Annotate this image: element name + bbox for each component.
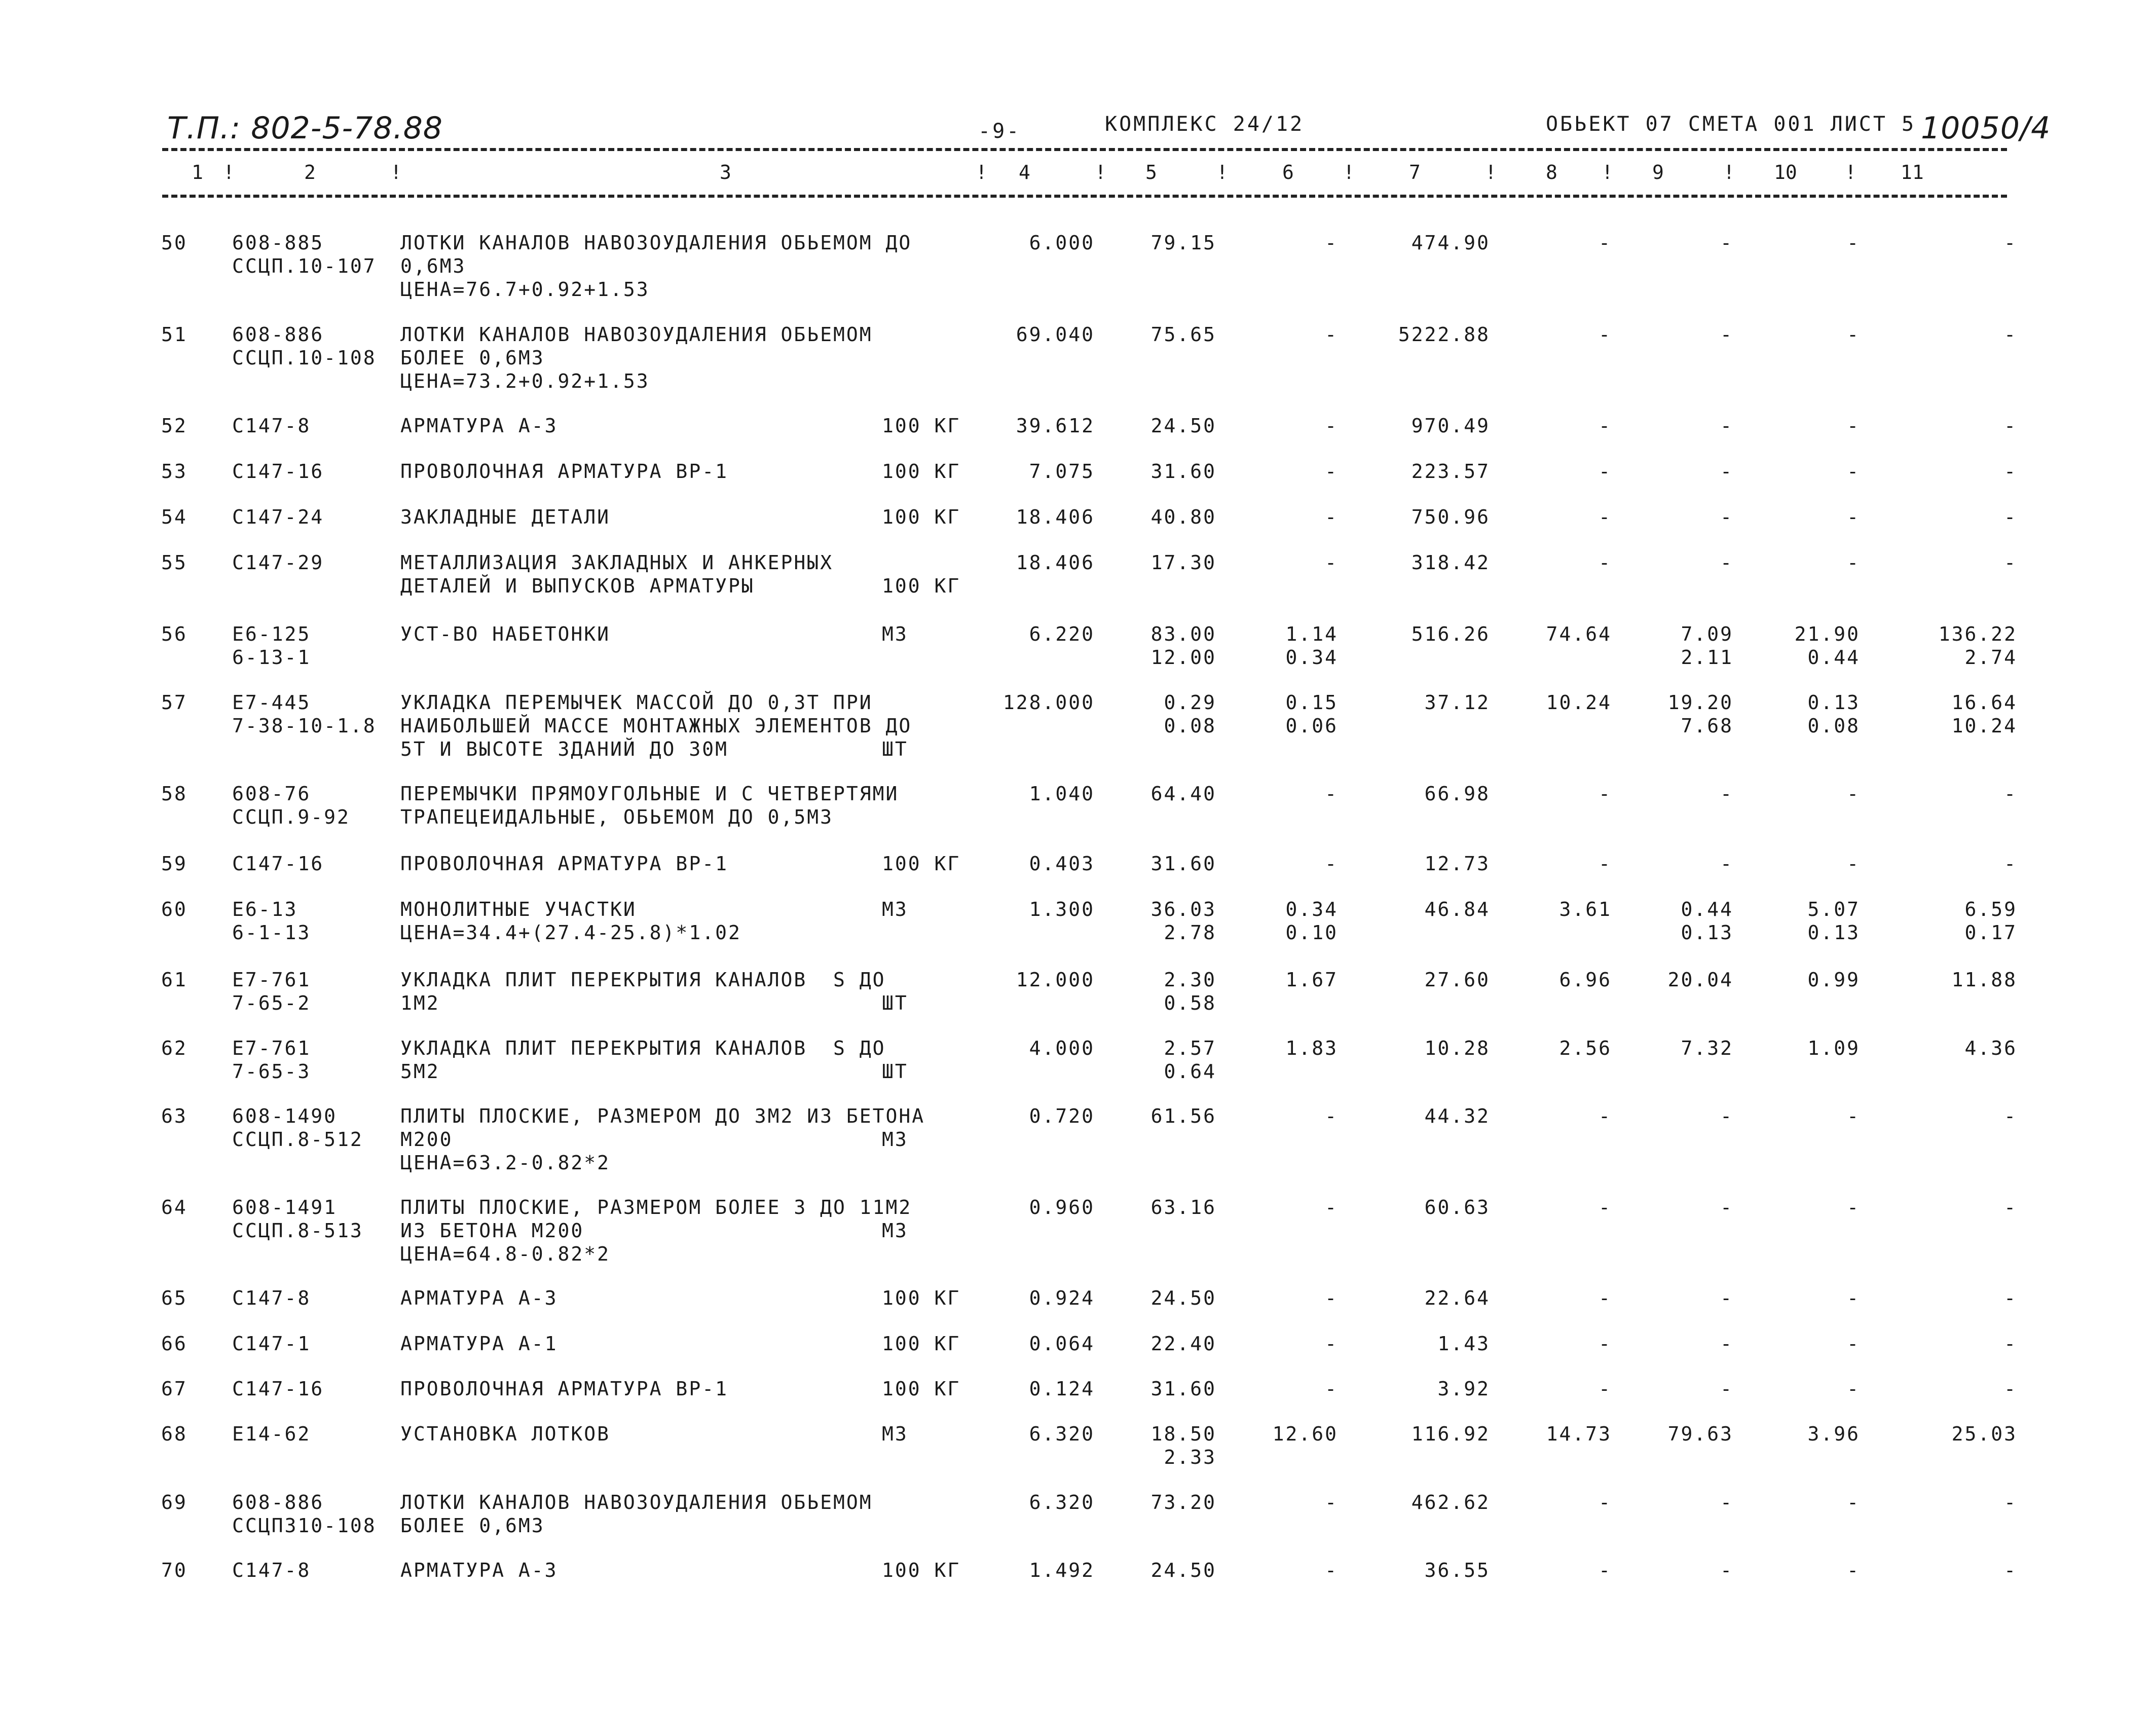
row-code: 608-1490 ССЦП.8-512 <box>232 1105 363 1151</box>
row-col-10: - <box>1847 506 1860 528</box>
row-col-11: - <box>2004 415 2017 437</box>
row-col-9: - <box>1720 1378 1733 1400</box>
header-rule-bottom <box>162 195 2007 198</box>
row-col-11: 6.59 0.17 <box>1964 898 2017 944</box>
row-unit: 100 КГ <box>882 1378 961 1400</box>
row-number: 66 <box>161 1333 188 1355</box>
row-code: Е6-125 6-13-1 <box>232 623 311 669</box>
row-col-7: 1.43 <box>1437 1333 1490 1355</box>
row-col-11: - <box>2004 1105 2017 1127</box>
row-col-4: 39.612 <box>1016 415 1095 437</box>
row-col-7: 44.32 <box>1424 1105 1490 1127</box>
row-col-5: 79.15 <box>1150 232 1216 254</box>
row-col-5: 17.30 <box>1150 551 1216 574</box>
row-col-11: 16.64 10.24 <box>1951 691 2017 737</box>
row-col-4: 18.406 <box>1016 551 1095 574</box>
row-col-7: 462.62 <box>1411 1491 1490 1513</box>
handwritten-stamp: 10050/4 <box>1921 110 2051 146</box>
row-col-8: - <box>1599 1491 1612 1513</box>
row-code: С147-8 <box>232 1559 311 1581</box>
row-col-11: - <box>2004 1559 2017 1581</box>
row-col-10: 21.90 0.44 <box>1794 623 1860 669</box>
row-code: С147-1 <box>232 1333 311 1355</box>
row-col-9: - <box>1720 1105 1733 1127</box>
row-code: С147-16 <box>232 1378 324 1400</box>
row-description: ЛОТКИ КАНАЛОВ НАВОЗОУДАЛЕНИЯ ОБЬЕМОМ ДО 0,6М3 ЦЕНА=76.7+0.92+1.53 <box>400 232 912 301</box>
row-col-10: - <box>1847 551 1860 574</box>
row-col-4: 6.000 <box>1029 232 1095 254</box>
column-header-row: 1 2 3 4 5 6 7 8 9 10 11 ! ! ! ! ! ! ! ! ! ! <box>192 161 1924 183</box>
col-header-2: 2 <box>304 161 316 183</box>
row-col-9: - <box>1720 415 1733 437</box>
row-col-9: - <box>1720 460 1733 483</box>
row-code: С147-8 <box>232 415 311 437</box>
row-col-8: - <box>1599 1196 1612 1218</box>
row-col-4: 0.924 <box>1029 1287 1095 1309</box>
row-unit: 100 КГ <box>882 1287 961 1309</box>
row-col-10: - <box>1847 1196 1860 1218</box>
row-col-7: 22.64 <box>1424 1287 1490 1309</box>
row-col-6: - <box>1325 1559 1338 1581</box>
row-number: 54 <box>161 506 188 528</box>
row-col-5: 22.40 <box>1150 1333 1216 1355</box>
row-col-5: 2.30 0.58 <box>1164 969 1216 1014</box>
row-col-6: - <box>1325 415 1338 437</box>
row-col-7: 516.26 <box>1411 623 1490 645</box>
row-col-7: 12.73 <box>1424 853 1490 875</box>
row-col-4: 4.000 <box>1029 1037 1095 1059</box>
row-col-4: 1.040 <box>1029 783 1095 805</box>
row-unit: ШТ <box>882 992 908 1014</box>
row-col-4: 12.000 <box>1016 969 1095 991</box>
row-col-9: 19.20 7.68 <box>1667 691 1733 737</box>
row-col-5: 36.03 2.78 <box>1150 898 1216 944</box>
row-col-4: 1.300 <box>1029 898 1095 920</box>
row-unit: 100 КГ <box>882 853 961 875</box>
project-number: Т.П.: 802-5-78.88 <box>167 110 443 146</box>
row-col-10: - <box>1847 460 1860 483</box>
row-description: АРМАТУРА А-3 <box>400 1287 558 1309</box>
row-col-6: - <box>1325 1378 1338 1400</box>
row-number: 68 <box>161 1423 188 1445</box>
row-col-8: - <box>1599 415 1612 437</box>
row-code: С147-29 <box>232 551 324 574</box>
row-col-11: - <box>2004 460 2017 483</box>
row-col-8: - <box>1599 506 1612 528</box>
row-col-6: 1.67 <box>1285 969 1338 991</box>
row-col-8: - <box>1599 551 1612 574</box>
col-header-10: 10 <box>1774 161 1797 183</box>
row-col-6: 0.15 0.06 <box>1285 691 1338 737</box>
col-header-11: 11 <box>1901 161 1924 183</box>
row-col-5: 73.20 <box>1150 1491 1216 1513</box>
row-col-8: - <box>1599 783 1612 805</box>
header-rule-top <box>162 148 2007 151</box>
object-label: ОБЬЕКТ 07 СМЕТА 001 ЛИСТ 5 <box>1546 113 1916 136</box>
row-col-5: 24.50 <box>1150 1559 1216 1581</box>
row-col-11: 25.03 <box>1951 1423 2017 1445</box>
row-col-9: - <box>1720 1287 1733 1309</box>
row-col-8: 14.73 <box>1546 1423 1612 1445</box>
row-col-9: - <box>1720 1196 1733 1218</box>
col-header-1: 1 <box>192 161 203 183</box>
row-unit: 100 КГ <box>882 1333 961 1355</box>
row-unit: М3 <box>882 1220 908 1242</box>
row-description: ПРОВОЛОЧНАЯ АРМАТУРА ВР-1 <box>400 1378 728 1400</box>
row-col-11: - <box>2004 1378 2017 1400</box>
row-col-4: 6.220 <box>1029 623 1095 645</box>
row-col-4: 1.492 <box>1029 1559 1095 1581</box>
row-col-8: 3.61 <box>1559 898 1612 920</box>
row-col-10: - <box>1847 1333 1860 1355</box>
row-col-7: 66.98 <box>1424 783 1490 805</box>
row-col-6: - <box>1325 1333 1338 1355</box>
row-description: АРМАТУРА А-1 <box>400 1333 558 1355</box>
row-col-8: 6.96 <box>1559 969 1612 991</box>
row-description: АРМАТУРА А-3 <box>400 1559 558 1581</box>
row-col-5: 0.29 0.08 <box>1164 691 1216 737</box>
row-code: С147-16 <box>232 460 324 483</box>
row-number: 52 <box>161 415 188 437</box>
row-col-11: - <box>2004 323 2017 346</box>
row-col-4: 0.403 <box>1029 853 1095 875</box>
row-col-9: - <box>1720 853 1733 875</box>
row-col-8: - <box>1599 460 1612 483</box>
row-col-6: - <box>1325 1491 1338 1513</box>
row-code: Е6-13 6-1-13 <box>232 898 311 944</box>
row-col-11: - <box>2004 506 2017 528</box>
row-col-8: - <box>1599 1559 1612 1581</box>
row-col-8: - <box>1599 323 1612 346</box>
col-header-7: 7 <box>1409 161 1421 183</box>
row-col-7: 37.12 <box>1424 691 1490 714</box>
row-col-11: - <box>2004 1196 2017 1218</box>
row-col-9: - <box>1720 1333 1733 1355</box>
row-col-9: - <box>1720 783 1733 805</box>
row-col-7: 46.84 <box>1424 898 1490 920</box>
row-col-6: - <box>1325 853 1338 875</box>
col-header-6: 6 <box>1282 161 1294 183</box>
row-number: 62 <box>161 1037 188 1059</box>
row-col-10: 5.07 0.13 <box>1807 898 1860 944</box>
row-col-9: 7.09 2.11 <box>1681 623 1733 669</box>
row-code: Е14-62 <box>232 1423 311 1445</box>
row-col-11: - <box>2004 1333 2017 1355</box>
col-header-4: 4 <box>1019 161 1030 183</box>
row-description: ЛОТКИ КАНАЛОВ НАВОЗОУДАЛЕНИЯ ОБЬЕМОМ БОЛЕЕ 0,6М3 <box>400 1491 873 1537</box>
row-description: УКЛАДКА ПЛИТ ПЕРЕКРЫТИЯ КАНАЛОВ S ДО 5М2 <box>400 1037 886 1083</box>
row-description: УКЛАДКА ПЛИТ ПЕРЕКРЫТИЯ КАНАЛОВ S ДО 1М2 <box>400 969 886 1014</box>
row-number: 61 <box>161 969 188 991</box>
row-col-7: 36.55 <box>1424 1559 1490 1581</box>
row-col-6: 12.60 <box>1272 1423 1338 1445</box>
row-col-10: 3.96 <box>1807 1423 1860 1445</box>
row-col-4: 128.000 <box>1002 691 1095 714</box>
row-unit: М3 <box>882 1423 908 1445</box>
row-unit: ШТ <box>882 1060 908 1083</box>
row-col-11: 4.36 <box>1964 1037 2017 1059</box>
row-col-9: 7.32 <box>1681 1037 1733 1059</box>
row-code: 608-885 ССЦП.10-107 <box>232 232 377 277</box>
row-col-9: - <box>1720 323 1733 346</box>
row-number: 51 <box>161 323 188 346</box>
row-col-5: 31.60 <box>1150 853 1216 875</box>
row-col-9: 79.63 <box>1667 1423 1733 1445</box>
row-col-10: - <box>1847 1287 1860 1309</box>
row-description: УСТ-ВО НАБЕТОНКИ <box>400 623 611 645</box>
row-description: ПРОВОЛОЧНАЯ АРМАТУРА ВР-1 <box>400 853 728 875</box>
row-col-5: 64.40 <box>1150 783 1216 805</box>
row-number: 53 <box>161 460 188 483</box>
row-unit: М3 <box>882 1128 908 1151</box>
row-col-10: - <box>1847 1559 1860 1581</box>
row-unit: 100 КГ <box>882 460 961 483</box>
row-description: ПРОВОЛОЧНАЯ АРМАТУРА ВР-1 <box>400 460 728 483</box>
row-description: МОНОЛИТНЫЕ УЧАСТКИ ЦЕНА=34.4+(27.4-25.8)*1.02 <box>400 898 741 944</box>
row-col-4: 0.720 <box>1029 1105 1095 1127</box>
row-col-10: - <box>1847 1378 1860 1400</box>
row-number: 59 <box>161 853 188 875</box>
row-col-5: 24.50 <box>1150 1287 1216 1309</box>
row-col-7: 5222.88 <box>1398 323 1490 346</box>
row-col-9: - <box>1720 1491 1733 1513</box>
row-col-5: 75.65 <box>1150 323 1216 346</box>
row-number: 64 <box>161 1196 188 1218</box>
row-number: 57 <box>161 691 188 714</box>
row-col-10: - <box>1847 1105 1860 1127</box>
row-col-8: - <box>1599 232 1612 254</box>
row-col-7: 970.49 <box>1411 415 1490 437</box>
row-col-4: 69.040 <box>1016 323 1095 346</box>
row-number: 70 <box>161 1559 188 1581</box>
row-col-11: - <box>2004 232 2017 254</box>
col-header-5: 5 <box>1145 161 1157 183</box>
row-number: 69 <box>161 1491 188 1513</box>
row-col-6: - <box>1325 1105 1338 1127</box>
row-col-8: - <box>1599 1287 1612 1309</box>
row-description: ПЛИТЫ ПЛОСКИЕ, РАЗМЕРОМ ДО 3М2 ИЗ БЕТОНА М200 ЦЕНА=63.2-0.82*2 <box>400 1105 925 1174</box>
row-col-7: 10.28 <box>1424 1037 1490 1059</box>
row-col-5: 24.50 <box>1150 415 1216 437</box>
row-col-4: 18.406 <box>1016 506 1095 528</box>
row-number: 58 <box>161 783 188 805</box>
row-col-9: - <box>1720 506 1733 528</box>
row-code: С147-24 <box>232 506 324 528</box>
row-unit: М3 <box>882 623 908 645</box>
row-col-11: - <box>2004 1287 2017 1309</box>
row-col-7: 116.92 <box>1411 1423 1490 1445</box>
row-col-11: - <box>2004 551 2017 574</box>
row-col-6: - <box>1325 232 1338 254</box>
row-col-6: - <box>1325 323 1338 346</box>
row-col-8: - <box>1599 1333 1612 1355</box>
row-unit: 100 КГ <box>882 1559 961 1581</box>
row-col-5: 83.00 12.00 <box>1150 623 1216 669</box>
row-col-11: - <box>2004 783 2017 805</box>
row-col-7: 60.63 <box>1424 1196 1490 1218</box>
row-number: 56 <box>161 623 188 645</box>
row-col-10: - <box>1847 323 1860 346</box>
row-col-7: 27.60 <box>1424 969 1490 991</box>
row-description: ЛОТКИ КАНАЛОВ НАВОЗОУДАЛЕНИЯ ОБЬЕМОМ БОЛЕЕ 0,6М3 ЦЕНА=73.2+0.92+1.53 <box>400 323 873 392</box>
row-col-10: - <box>1847 1491 1860 1513</box>
row-col-9: - <box>1720 232 1733 254</box>
row-col-5: 2.57 0.64 <box>1164 1037 1216 1083</box>
row-number: 67 <box>161 1378 188 1400</box>
row-code: Е7-761 7-65-3 <box>232 1037 311 1083</box>
row-col-9: 20.04 <box>1667 969 1733 991</box>
row-col-6: 1.83 <box>1285 1037 1338 1059</box>
row-col-6: - <box>1325 551 1338 574</box>
row-col-9: - <box>1720 1559 1733 1581</box>
row-unit: 100 КГ <box>882 415 961 437</box>
row-description: МЕТАЛЛИЗАЦИЯ ЗАКЛАДНЫХ И АНКЕРНЫХ ДЕТАЛЕЙ И ВЫПУСКОВ АРМАТУРЫ <box>400 551 833 597</box>
row-description: АРМАТУРА А-3 <box>400 415 558 437</box>
row-unit: М3 <box>882 898 908 920</box>
row-col-4: 6.320 <box>1029 1491 1095 1513</box>
row-description: ЗАКЛАДНЫЕ ДЕТАЛИ <box>400 506 611 528</box>
row-col-10: 1.09 <box>1807 1037 1860 1059</box>
row-col-6: 1.14 0.34 <box>1285 623 1338 669</box>
row-col-11: - <box>2004 1491 2017 1513</box>
row-code: С147-16 <box>232 853 324 875</box>
row-col-8: 2.56 <box>1559 1037 1612 1059</box>
row-col-11: 11.88 <box>1951 969 2017 991</box>
row-col-6: - <box>1325 460 1338 483</box>
row-col-6: - <box>1325 506 1338 528</box>
row-code: 608-1491 ССЦП.8-513 <box>232 1196 363 1242</box>
row-col-4: 6.320 <box>1029 1423 1095 1445</box>
row-col-8: 10.24 <box>1546 691 1612 714</box>
row-col-7: 750.96 <box>1411 506 1490 528</box>
row-number: 63 <box>161 1105 188 1127</box>
row-code: 608-886 ССЦП310-108 <box>232 1491 377 1537</box>
row-col-4: 0.124 <box>1029 1378 1095 1400</box>
row-col-10: - <box>1847 783 1860 805</box>
row-number: 50 <box>161 232 188 254</box>
row-col-7: 318.42 <box>1411 551 1490 574</box>
page-number: -9- <box>978 120 1021 143</box>
row-col-6: - <box>1325 783 1338 805</box>
row-col-4: 0.960 <box>1029 1196 1095 1218</box>
row-col-4: 0.064 <box>1029 1333 1095 1355</box>
col-header-3: 3 <box>720 161 731 183</box>
row-col-5: 31.60 <box>1150 460 1216 483</box>
col-header-8: 8 <box>1546 161 1557 183</box>
row-unit: 100 КГ <box>882 506 961 528</box>
row-number: 60 <box>161 898 188 920</box>
row-col-9: 0.44 0.13 <box>1681 898 1733 944</box>
row-col-10: 0.13 0.08 <box>1807 691 1860 737</box>
row-col-6: 0.34 0.10 <box>1285 898 1338 944</box>
row-number: 65 <box>161 1287 188 1309</box>
row-col-11: - <box>2004 853 2017 875</box>
row-col-10: - <box>1847 415 1860 437</box>
row-code: С147-8 <box>232 1287 311 1309</box>
col-header-9: 9 <box>1652 161 1664 183</box>
row-col-7: 223.57 <box>1411 460 1490 483</box>
row-col-5: 40.80 <box>1150 506 1216 528</box>
row-col-6: - <box>1325 1287 1338 1309</box>
row-col-8: - <box>1599 1378 1612 1400</box>
row-code: 608-886 ССЦП.10-108 <box>232 323 377 369</box>
row-col-10: - <box>1847 232 1860 254</box>
row-col-6: - <box>1325 1196 1338 1218</box>
row-description: УСТАНОВКА ЛОТКОВ <box>400 1423 611 1445</box>
row-col-5: 61.56 <box>1150 1105 1216 1127</box>
row-col-10: 0.99 <box>1807 969 1860 991</box>
row-col-5: 18.50 2.33 <box>1150 1423 1216 1468</box>
row-col-10: - <box>1847 853 1860 875</box>
row-col-7: 3.92 <box>1437 1378 1490 1400</box>
row-col-11: 136.22 2.74 <box>1938 623 2017 669</box>
row-col-5: 31.60 <box>1150 1378 1216 1400</box>
row-col-4: 7.075 <box>1029 460 1095 483</box>
row-unit: 100 КГ <box>882 575 961 597</box>
row-col-9: - <box>1720 551 1733 574</box>
row-unit: ШТ <box>882 738 908 760</box>
row-description: УКЛАДКА ПЕРЕМЫЧЕК МАССОЙ ДО 0,3Т ПРИ НАИБОЛЬШЕЙ МАССЕ МОНТАЖНЫХ ЭЛЕМЕНТОВ ДО 5Т И ВЫСОТЕ ЗДАНИЙ ДО 30М <box>400 691 912 760</box>
row-number: 55 <box>161 551 188 574</box>
row-description: ПЕРЕМЫЧКИ ПРЯМОУГОЛЬНЫЕ И С ЧЕТВЕРТЯМИ ТРАПЕЦЕИДАЛЬНЫЕ, ОБЬЕМОМ ДО 0,5М3 <box>400 783 899 828</box>
row-description: ПЛИТЫ ПЛОСКИЕ, РАЗМЕРОМ БОЛЕЕ 3 ДО 11М2 ИЗ БЕТОНА М200 ЦЕНА=64.8-0.82*2 <box>400 1196 912 1265</box>
row-code: 608-76 ССЦП.9-92 <box>232 783 350 828</box>
row-code: Е7-445 7-38-10-1.8 <box>232 691 377 737</box>
row-col-5: 63.16 <box>1150 1196 1216 1218</box>
row-col-8: - <box>1599 853 1612 875</box>
complex-label: КОМПЛЕКС 24/12 <box>1105 113 1305 136</box>
row-col-8: 74.64 <box>1546 623 1612 645</box>
row-col-7: 474.90 <box>1411 232 1490 254</box>
row-col-8: - <box>1599 1105 1612 1127</box>
row-code: Е7-761 7-65-2 <box>232 969 311 1014</box>
